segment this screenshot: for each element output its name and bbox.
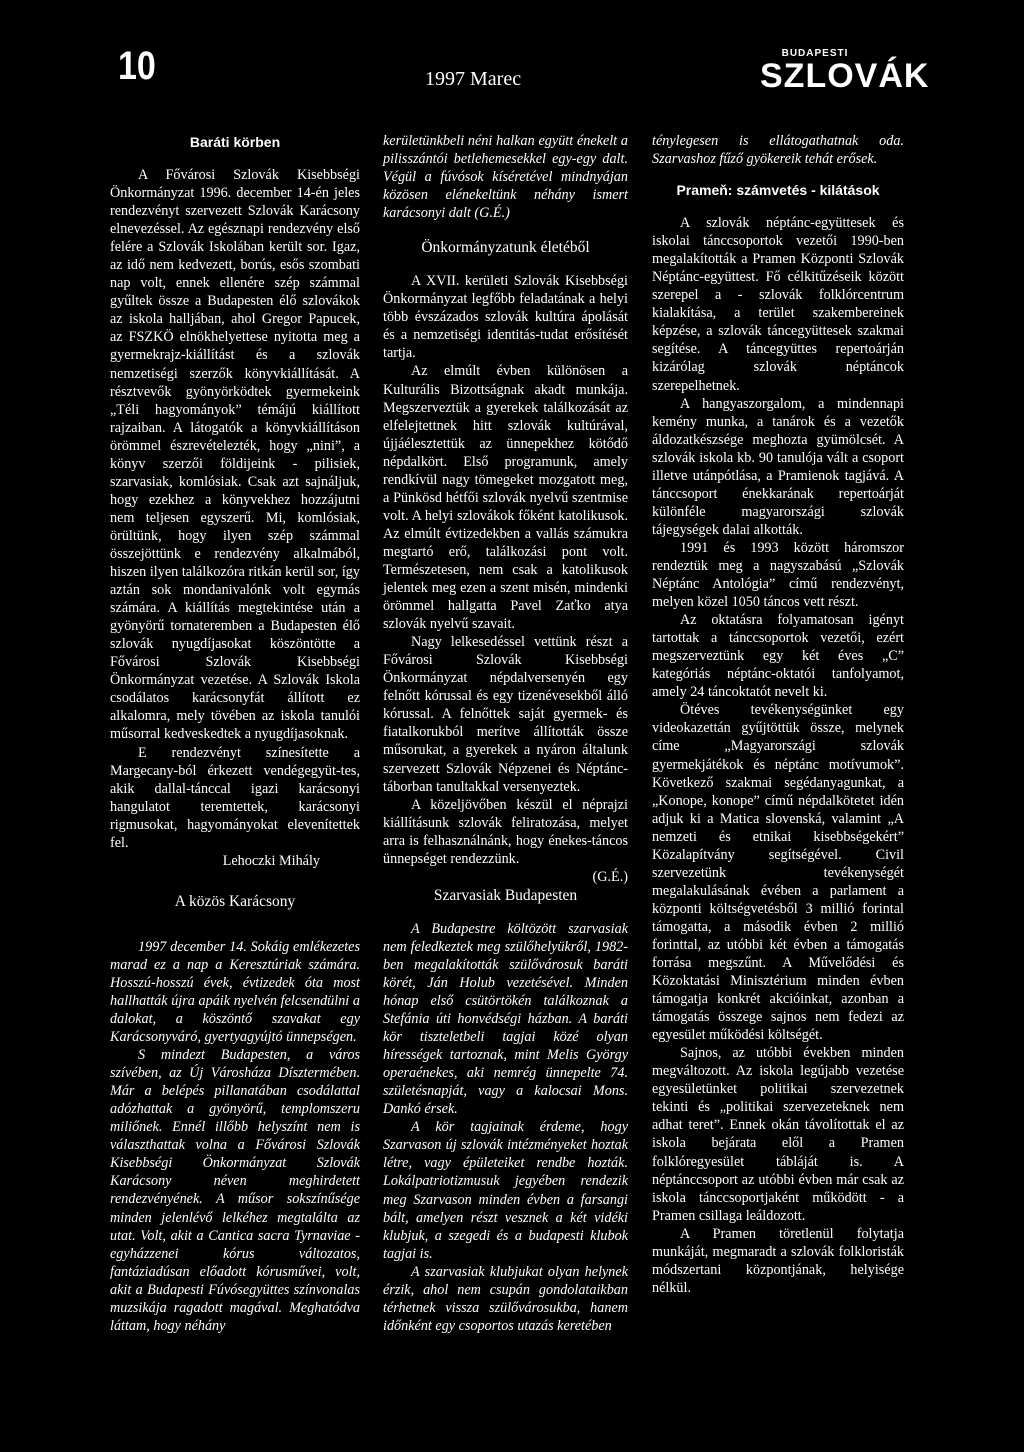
column-3 [652, 132, 904, 1297]
article-paragraph: A kör tagjainak érdeme, hogy Szarvason új szlovák intézményeket hoztak létre, vagy épületeiket rendbe hozták. Lokálpatriotizmusuk jegyében rendezik meg Szarvason minden évben a farsangi bált, amelyen részt vesznek a két vidéki klubjuk, a szegedi és a budapesti klubok tagjai is. [383, 1119, 628, 1262]
article-title: Önkormányzatunk életéből [421, 239, 590, 257]
article-paragraph: kerületünkbeli néni halkan együtt énekelt a pilisszántói betlehemesekkel egy-egy dalt. Végül a fúvósok kíséretével mindnyájan közösen elénekeltünk néhány ismert karácsonyi dalt (G.É.) [383, 133, 628, 222]
issue-date: 1997 Marec [425, 68, 522, 90]
article-title: Szarvasiak Budapesten [433, 886, 578, 904]
article-paragraph: Nagy lelkesedéssel vettünk részt a Fővárosi Szlovák Kisebbségi Önkormányzat népdalversenyén egy felnőtt kórussal és egy tizenévesekből álló kórussal. A felnőttek saját gyermek- és fiatalkorukból merítve állították össze műsorukat, a gyerekek a nyáron általunk szervezett Szlovák Népzenei és Néptánc-táborban tanultakkal versenyeztek. [383, 634, 628, 795]
article-paragraph: 1991 és 1993 között háromszor rendeztük meg a nagyszabású „Szlovák Néptánc Antológia” című rendezvényt, melyen közel 1050 táncos vett részt. [652, 539, 904, 611]
article-paragraph: E rendezvényt színesítette a Margecany-ból érkezett vendégegyüt-tes, akik dallal-tánccal igazi karácsonyi hangulatot teremtettek, karácsonyi rigmusokat, hagyományokat elevenítettek fel. [110, 744, 360, 851]
article-paragraph: A szarvasiak klubjukat olyan helynek érzik, ahol nem csupán gondolataikban térhetnek vissza szülővárosukba, hanem időnként egy csoportos utazás keretében [383, 1263, 628, 1334]
article-title: Baráti körben [189, 134, 281, 150]
author-signature: Lehoczki Mihály [222, 852, 320, 869]
article-paragraph: A szlovák néptánc-együttesek és iskolai tánccsoportok vezetői 1990-ben megalakították a Pramen Központi Szlovák Néptánc-együttest. Fő célkitűzéseik között szerepel a - szlovák folklórcentrum kialakítása, a terület szakembereinek képzése, a szlovák táncegyüttesek szakmai segítése. A táncegyüttes repertoárján kizárólag szlovák néptáncok szerepelhetnek. [652, 215, 904, 394]
masthead-title: SZLOVÁK [760, 57, 930, 95]
article-paragraph: A XVII. kerületi Szlovák Kisebbségi Önkormányzat legfőbb feladatának a helyi több évszázados szlovák kultúra ápolását és a nemzetiségi identitás-tudat erősítését tartja. [383, 273, 628, 362]
author-credit: (G.É.) [592, 868, 628, 885]
article-paragraph: A hangyaszorgalom, a mindennapi kemény munka, a tanárok és a vezetők áldozatkészsége meghozta gyümölcsét. A szlovák iskola kb. 90 tanulója vált a csoport illetve utánpótlása, a Pramienok tagjává. A tánccsoport énekkarának repertoárját különféle magyarországi szlovák tájegységek dalai alkották. [652, 395, 904, 538]
article-paragraph: ténylegesen is ellátogathatnak oda. Szarvashoz fűző gyökereik tehát erősek. [652, 133, 904, 168]
article-paragraph: Az elmúlt évben különösen a Kulturális Bizottságnak akadt munkája. Megszerveztük a gyerekek találkozását az elfelejtettnek hitt szlovák kultúrával, újjáélesztettük az ünnepekhez kötődő népdalkört. Első programunk, amely rendkívül nagy tömegeket mozgatott meg, a Pünkösd hétfői szlovák nyelvű szentmise volt. A helyi szlovákok főként katolikusok. Az elmúlt évtizedekben a vallás számukra megtartó erő, találkozási pont volt. Természetesen, nem csak a katolikusok jelentek meg ezen a szent misén, mindenki örömmel hallgatta Pavel Zaťko atya szlovák nyelvű szavait. [383, 363, 628, 633]
column-2 [383, 132, 628, 1335]
article-paragraph: 1997 december 14. Sokáig emlékezetes marad ez a nap a Keresztúriak számára. Hosszú-hosszú évek, évtizedek óta most hallhatták újra apáik nyelvén felcsendülni a dalokat, a köszöntő szavakat egy Karácsonyváró, gyertyagyújtó ünnepségen. [110, 938, 360, 1046]
article-paragraph: A Budapestre költözött szarvasiak nem feledkeztek meg szülőhelyükről, 1982-ben megalakították szülővárosuk baráti körét, Ján Holub vezetésével. Minden hónap első csütörtökén találkoznak a Stefánia úti honvédségi házban. A baráti kör tiszteletbeli tagjai közé olyan hírességek tartoznak, mint Melis György operaénekes, aki nemrég ünnepelte 74. születésnapját, vagy a kalocsai Mons. Dankó érsek. [383, 920, 628, 1118]
masthead-small-text: BUDAPESTI [781, 48, 849, 59]
article-title: A közös Karácsony [174, 892, 296, 910]
page-number: 10 [118, 44, 156, 88]
article-paragraph: Az oktatásra folyamatosan igényt tartottak a tánccsoportok vezetői, ezért megszerveztünk egy két éves „C” kategóriás néptánc-oktatói tanfolyamot, amely 24 táncoktatót nevelt ki. [652, 612, 904, 701]
article-paragraph: A Pramen töretlenül folytatja munkáját, megmaradt a szlovák folkloristák módszertani központjának, helyisége nélkül. [652, 1225, 904, 1296]
article-paragraph: A közeljövőben készül el néprajzi kiállításunk szlovák feliratozása, melyet arra is felhasználnánk, hogy énekes-táncos ünnepséget rendezzünk. [383, 796, 628, 867]
article-paragraph: A Fővárosi Szlovák Kisebbségi Önkormányzat 1996. december 14-én jeles rendezvényt szervezett Szlovák Karácsony elnevezéssel. Az egésznapi rendezvény első felére a Szlovák Iskolában került sor. Igaz, az idő nem kedvezett, borús, esős szombati nap volt, ennek ellenére szép számmal gyűltek össze a Budapesten élő szlovákok az iskola halljában, ahol Gregor Papucek, az FSZKÖ elnökhelyettese nyitotta meg a gyermekrajz-kiállítást és a szlovák nemzetiségi szerzők könyvkiállítását. A résztvevők gyönyörködtek gyermekeink „Téli hagyományok” témájú kiállított rajzaiban. A látogatók a könyvkiállításon örömmel észrevételezték, hogy „nini”, a könyv szerzői földijeink - pilisiek, szarvasiak, komlósiak. Csak azt sajnáljuk, hogy ezekhez a könyvekhez hozzájutni nem teljesen egyszerű. Mi, komlósiak, örültünk, hogy ilyen szép számmal összejöttünk e rendezvény alkalmából, hiszen ilyen találkozóra ritkán kerül sor, így aztán sok mondanivalónk volt egymás számára. A kiállítás megtekintése után a gyönyörű tornateremben a Budapesten élő szlovák nyugdíjasokat köszöntötte a Fővárosi Szlovák Kisebbségi Önkormányzat vezetése. A Szlovák Iskola csodálatos karácsonyfát állított ez alkalomra, mely tövében az iskola tanulói műsorral kedveskedtek a nyugdíjasoknak. [110, 167, 360, 743]
column-1 [110, 132, 360, 1335]
article-title: Prameň: számvetés - kilátások [676, 182, 880, 199]
article-paragraph: S mindezt Budapesten, a város szívében, az Új Városháza Dísztermében. Már a belépés pillanatában csodálattal adózhattak a gyönyörű, templomszeru miliőnek. Ennél illőbb helyszínt nem is választhattak volna a Fővárosi Szlovák Kisebbségi Önkormányzat Szlovák Karácsony néven meghirdetett rendezvényének. A műsor sokszínűsége minden jelenlévő lelkéhez megtalálta az utat. Volt, akit a Cantica sacra Tyrnaviae - egyházzenei kórus változatos, fantáziadúsan előadott kórusművei, volt, akit a Budapesti Fúvósegyüttes színvonalas muzsikája ragadott magával. Meghatódva láttam, hogy néhány [110, 1047, 360, 1334]
masthead-logo [760, 48, 930, 95]
article-paragraph: Ötéves tevékenységünket egy videokazettán gyűjtöttük össze, melynek címe „Magyarországi szlovák gyermekjátékok és néptánc motívumok”. Következő szakmai segédanyagunkat, a „Konope, konope” című népdalkötetet idén adjuk ki a Matica slovenská, valamint „A nemzeti és etnikai kisebbségekért” Közalapítvány segítségével. Civil szervezetünk tevékenységét megalakulásának évében a parlament a központi költségvetésből 3 millió forintal támogatta, a második évben 2 millió forinttal, az utóbbi két évben a támogatás forrása megszűnt. A Művelődési és Közoktatási Minisztérium minden évben támogatja konkrét akcióinkat, azonban a támogatás összege sajnos nem fedezi az egyesület működési költségét. [652, 702, 904, 1044]
article-paragraph: Sajnos, az utóbbi években minden megváltozott. Az iskola legújabb vezetése egyesületünket politikai szervezetnek tekinti és „politikai szervezeteknek nem adhat teret”. Ennek okán távolítottak el az iskola bejárata elől a Pramen folklóregyesület tábláját is. A néptánccsoport az utóbbi évben már csak az iskola tánccsoportjaként működött - a Pramen csillaga leáldozott. [652, 1045, 904, 1224]
